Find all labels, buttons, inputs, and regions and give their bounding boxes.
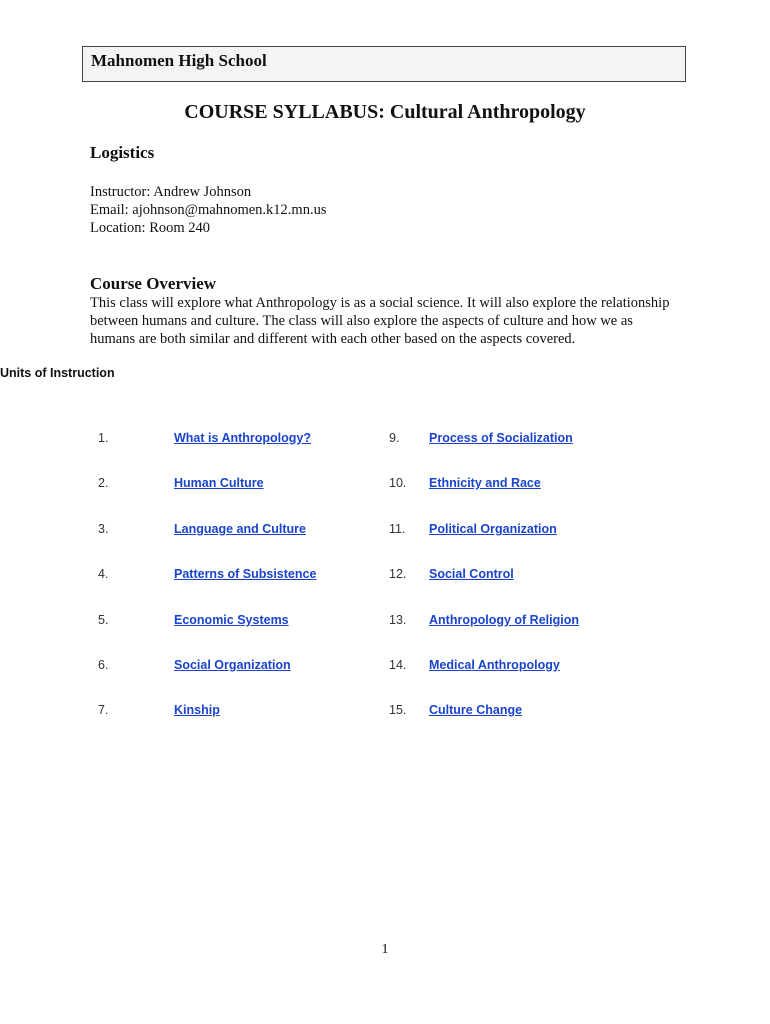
unit-link[interactable]: Economic Systems (174, 613, 289, 627)
unit-link[interactable]: Process of Socialization (429, 431, 573, 445)
unit-number: 11. (389, 522, 406, 536)
unit-link[interactable]: Kinship (174, 703, 220, 717)
instructor-line: Instructor: Andrew Johnson (90, 184, 252, 200)
unit-link[interactable]: Social Organization (174, 658, 291, 672)
unit-link[interactable]: Language and Culture (174, 522, 306, 536)
unit-number: 4. (98, 567, 109, 581)
course-overview-heading: Course Overview (90, 274, 217, 293)
unit-link[interactable]: Anthropology of Religion (429, 613, 579, 627)
unit-number: 1. (98, 431, 109, 445)
unit-number: 5. (98, 613, 109, 627)
course-overview-text: This class will explore what Anthropology is as a social science. It will also explore the relationship between humans and culture. The class will also explore the aspects of culture and how we as humans are both similar and different with each other based on the aspects covered. (90, 295, 670, 347)
unit-link[interactable]: Social Control (429, 567, 514, 581)
unit-number: 12. (389, 567, 407, 581)
unit-link[interactable]: What is Anthropology? (174, 431, 312, 445)
unit-link[interactable]: Political Organization (429, 522, 557, 536)
unit-number: 14. (389, 658, 407, 672)
unit-link[interactable]: Culture Change (429, 703, 523, 717)
school-header-box (82, 46, 686, 82)
unit-number: 7. (98, 703, 109, 717)
unit-number: 9. (389, 431, 400, 445)
logistics-heading: Logistics (90, 143, 155, 162)
unit-link[interactable]: Ethnicity and Race (429, 476, 541, 490)
unit-number: 3. (98, 522, 109, 536)
unit-number: 15. (389, 703, 407, 717)
unit-number: 2. (98, 476, 109, 490)
unit-number: 13. (389, 613, 407, 627)
unit-link[interactable]: Medical Anthropology (429, 658, 560, 672)
page-title: COURSE SYLLABUS: Cultural Anthropology (184, 101, 586, 123)
units-heading: Units of Instruction (0, 366, 115, 380)
logistics-info (90, 183, 326, 237)
unit-number: 10. (389, 476, 407, 490)
location-line: Location: Room 240 (90, 220, 211, 236)
page-number: 1 (381, 942, 389, 957)
school-name: Mahnomen High School (91, 51, 267, 70)
email-line: Email: ajohnson@mahnomen.k12.mn.us (90, 202, 327, 218)
unit-number: 6. (98, 658, 109, 672)
unit-link[interactable]: Patterns of Subsistence (174, 567, 317, 581)
unit-link[interactable]: Human Culture (174, 476, 264, 490)
